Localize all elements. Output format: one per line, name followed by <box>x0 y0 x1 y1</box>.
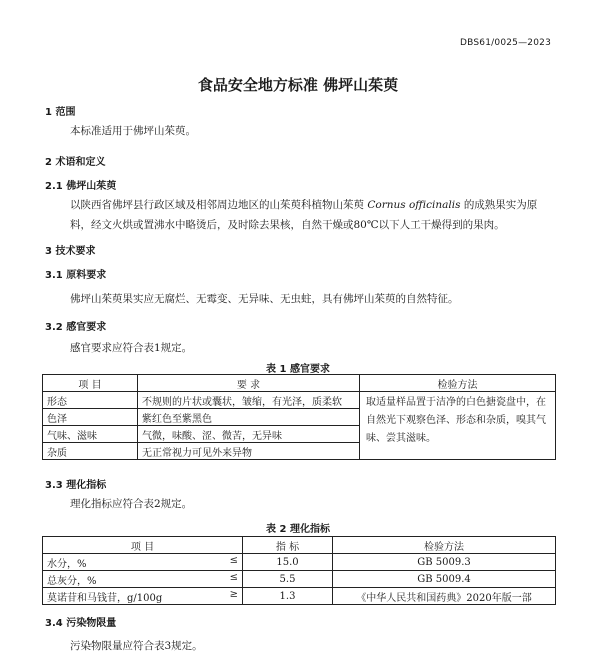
section-2-1-text: 以陕西省佛坪县行政区域及相邻周边地区的山茱萸科植物山茱萸 Cornus officinalis 的成熟果实为原料，经文火烘或置沸水中略烫后，及时除去果核，自然干燥或80℃以下人工干燥得到的果肉。 <box>70 199 538 231</box>
table-cell: 不规则的片状或囊状，皱缩，有光泽，质柔软 <box>138 392 360 409</box>
sensory-table <box>42 374 556 460</box>
table-row <box>43 588 556 605</box>
latin-name: Cornus officinalis <box>367 199 461 211</box>
table-cell: 总灰分，% ≤ <box>43 571 243 588</box>
comparison-operator: ≥ <box>229 588 238 600</box>
table-cell: 形态 <box>43 392 138 409</box>
table-cell: GB 5009.4 <box>333 571 556 588</box>
section-1-text: 本标准适用于佛坪山茱萸。 <box>70 125 196 137</box>
table-header-cell: 要 求 <box>138 375 360 392</box>
table-cell: 5.5 <box>243 571 333 588</box>
section-3-heading: 3 技术要求 <box>45 246 96 257</box>
standard-code: DBS61/0025—2023 <box>460 38 551 48</box>
section-3-2-text: 感官要求应符合表1规定。 <box>70 342 193 354</box>
table-header-row <box>43 375 556 392</box>
table-cell: 色泽 <box>43 409 138 426</box>
table-cell: 水分，% ≤ <box>43 554 243 571</box>
comparison-operator: ≤ <box>229 571 238 583</box>
table-row <box>43 571 556 588</box>
table-cell: 《中华人民共和国药典》2020年版一部 <box>333 588 556 605</box>
section-3-1-text: 佛坪山茱萸果实应无腐烂、无霉变、无异味、无虫蛀，具有佛坪山茱萸的自然特征。 <box>70 293 459 305</box>
section-3-3-heading: 3.3 理化指标 <box>45 480 107 491</box>
section-1-heading: 1 范围 <box>45 107 76 118</box>
section-3-3-text: 理化指标应符合表2规定。 <box>70 498 193 510</box>
document-title: 食品安全地方标准 佛坪山茱萸 <box>197 76 399 94</box>
physicochemical-table <box>42 536 556 605</box>
table-cell: 15.0 <box>243 554 333 571</box>
table-header-cell: 项 目 <box>43 537 243 554</box>
method-cell: 取适量样品置于洁净的白色搪瓷盘中，在自然光下观察色泽、形态和杂质，嗅其气味、尝其滋味。 <box>360 392 556 460</box>
table-header-row <box>43 537 556 554</box>
table-header-cell: 检验方法 <box>360 375 556 392</box>
table-header-cell: 指 标 <box>243 537 333 554</box>
table-row <box>43 554 556 571</box>
section-3-1-heading: 3.1 原料要求 <box>45 270 107 281</box>
table-cell: 杂质 <box>43 443 138 460</box>
table-cell: 气味、滋味 <box>43 426 138 443</box>
table-cell: GB 5009.3 <box>333 554 556 571</box>
section-2-heading: 2 术语和定义 <box>45 157 106 168</box>
table-cell: 莫诺苷和马钱苷，g/100g ≥ <box>43 588 243 605</box>
section-2-1-heading: 2.1 佛坪山茱萸 <box>45 181 117 192</box>
section-3-4-heading: 3.4 污染物限量 <box>45 618 117 629</box>
table-cell: 无正常视力可见外来异物 <box>138 443 360 460</box>
table-cell: 气微，味酸、涩、微苦，无异味 <box>138 426 360 443</box>
table-header-cell: 项 目 <box>43 375 138 392</box>
section-3-4-text: 污染物限量应符合表3规定。 <box>70 640 203 652</box>
section-3-2-heading: 3.2 感官要求 <box>45 322 107 333</box>
table-row <box>43 392 556 409</box>
table-cell: 1.3 <box>243 588 333 605</box>
table-cell: 紫红色至紫黑色 <box>138 409 360 426</box>
table-1-caption: 表 1 感官要求 <box>266 364 330 375</box>
table-2-caption: 表 2 理化指标 <box>266 524 330 535</box>
table-header-cell: 检验方法 <box>333 537 556 554</box>
comparison-operator: ≤ <box>229 554 238 566</box>
